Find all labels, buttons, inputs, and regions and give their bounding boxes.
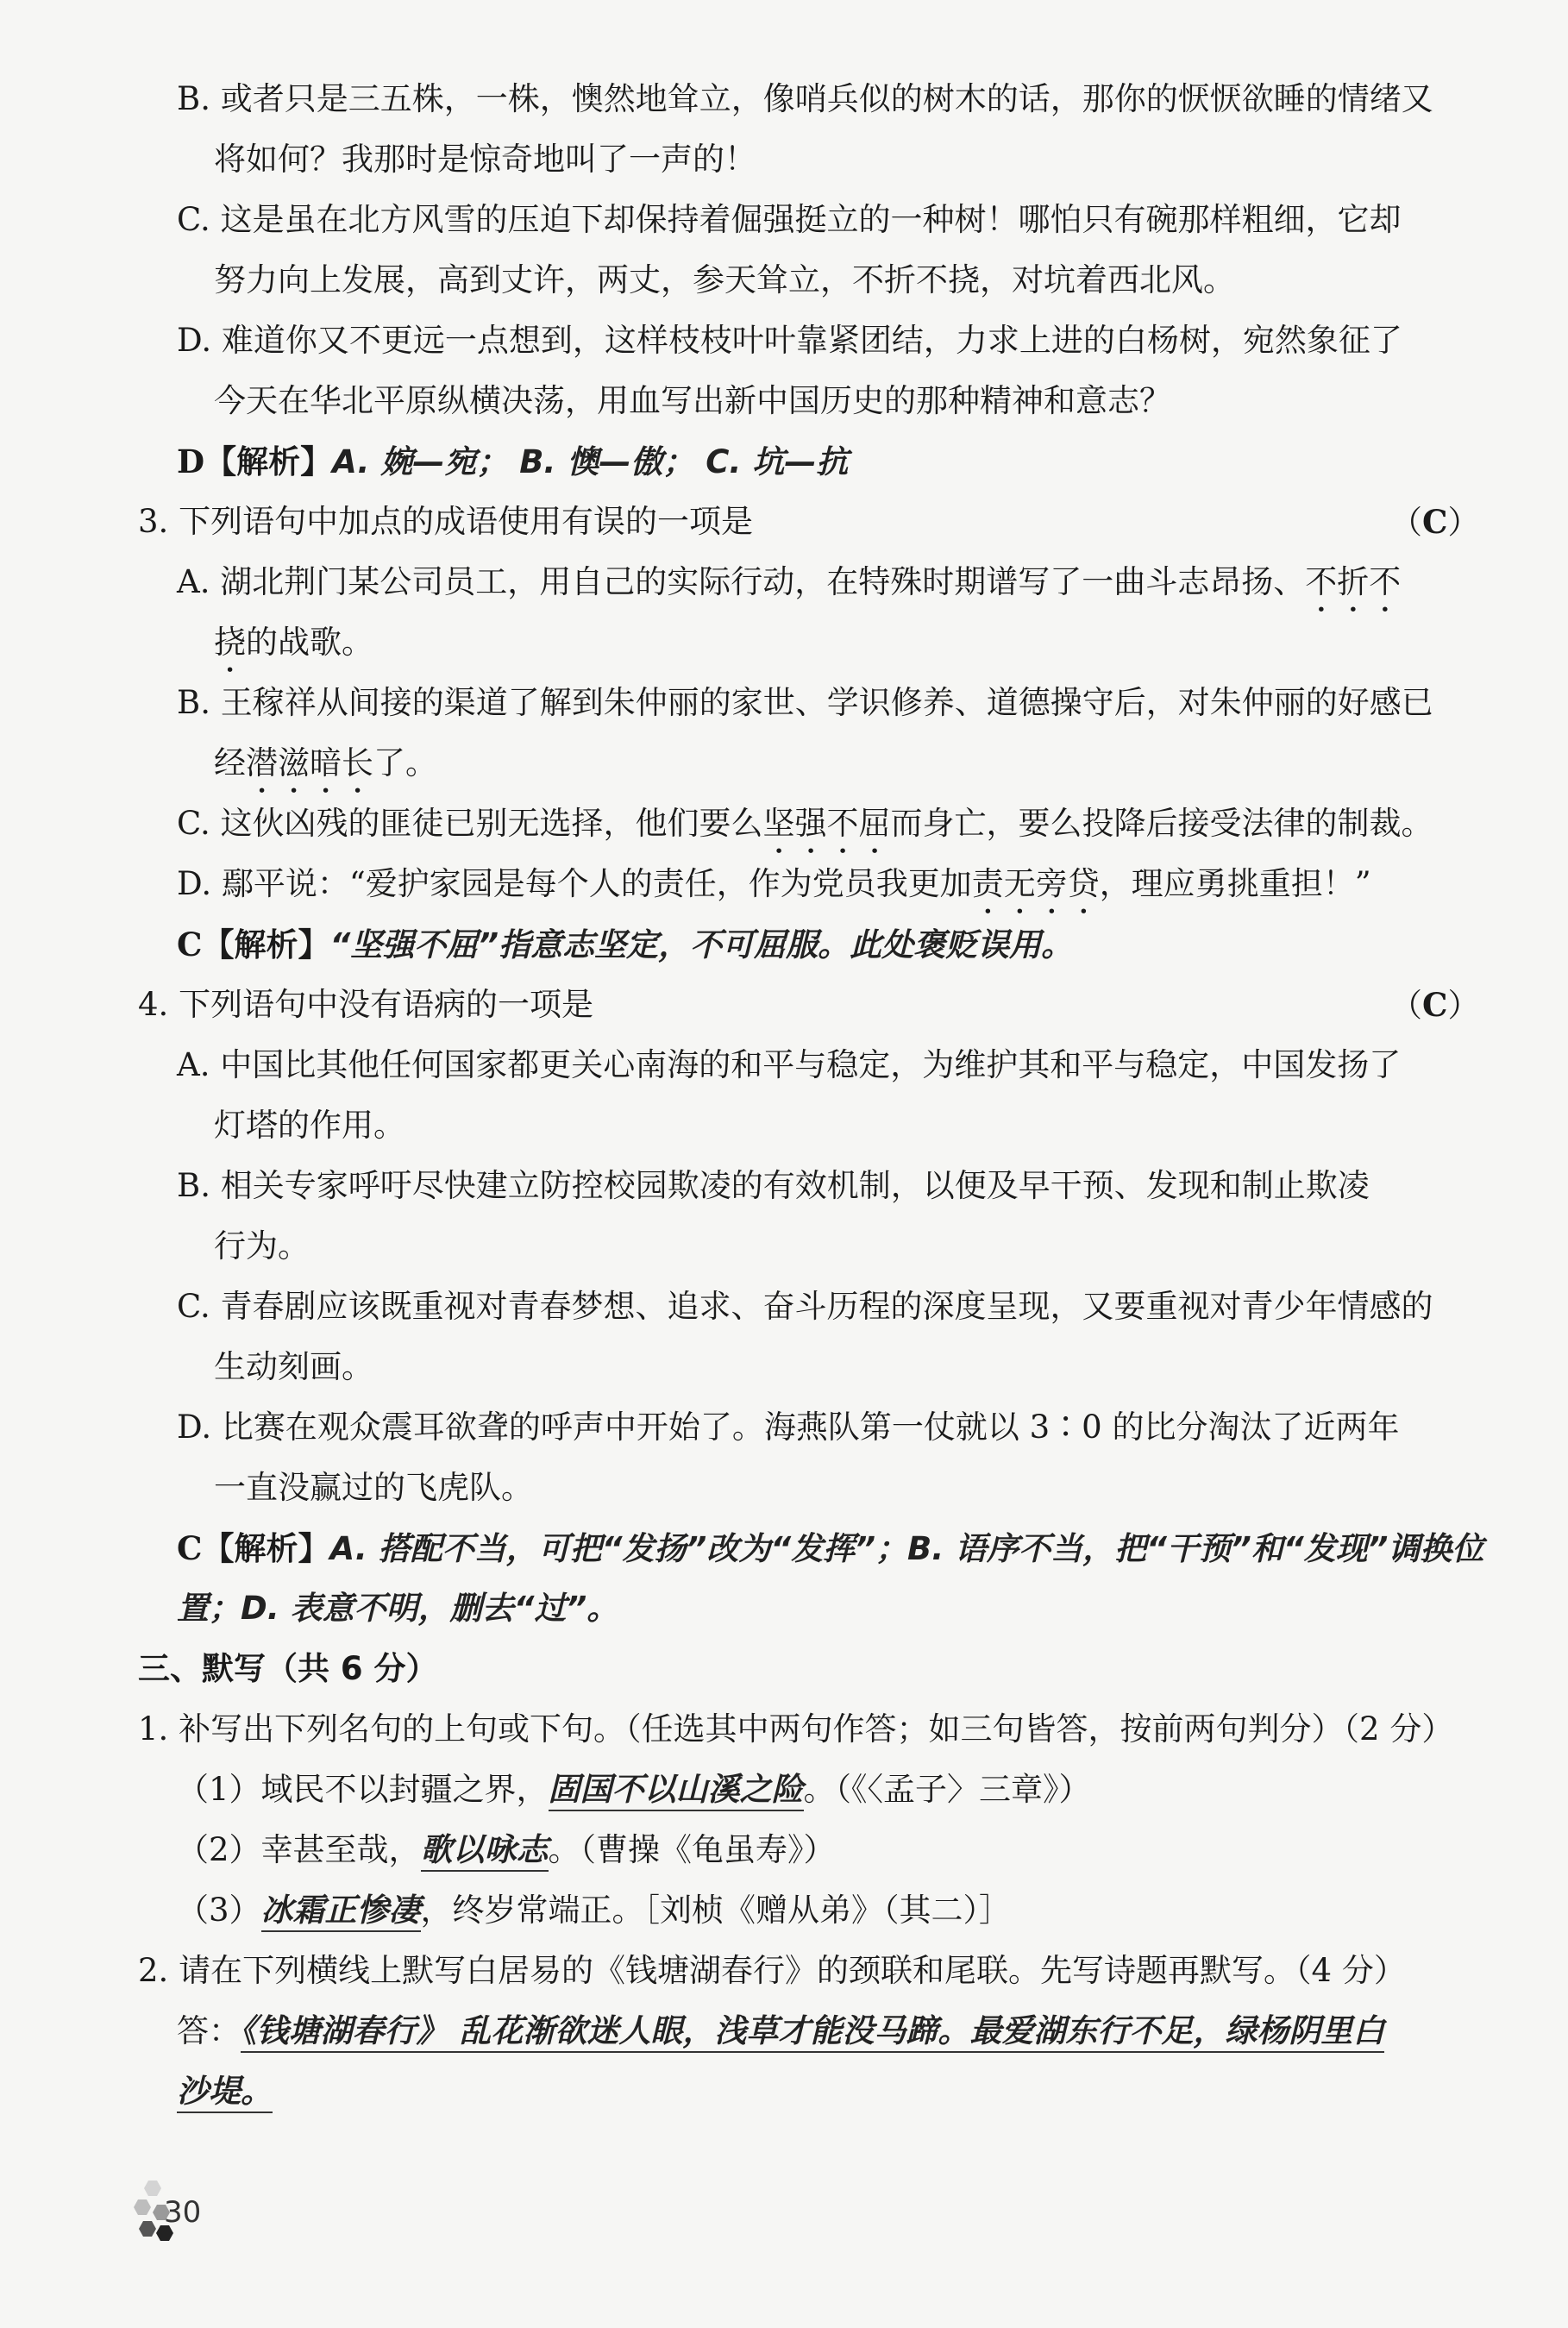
q4-option-d-line1: D. 比赛在观众震耳欲聋的呼声中开始了。海燕队第一仗就以 3∶0 的比分淘汰了近两年 bbox=[177, 1409, 1400, 1446]
fill-answer: 冰霜正惨凄 bbox=[261, 1892, 421, 1932]
q3-option-c: C. 这伙凶残的匪徒已别无选择，他们要么坚强不屈而身亡，要么投降后接受法律的制裁。 bbox=[177, 805, 1433, 842]
fill-answer: 歌以咏志 bbox=[421, 1831, 549, 1872]
s3-q1-3: （3）冰霜正惨凄，终岁常端正。［刘桢《赠从弟》（其二）］ bbox=[177, 1880, 1568, 1941]
q4-option-b-line1: B. 相关专家呼吁尽快建立防控校园欺凌的有效机制，以便及早干预、发现和制止欺凌 bbox=[177, 1167, 1370, 1204]
q2-option-b-line1: B. 或者只是三五株，一株，懊然地耸立，像哨兵似的树木的话，那你的恹恹欲睡的情绪又 bbox=[177, 80, 1433, 117]
s3-q2-answer-line2 bbox=[177, 2061, 1568, 2122]
q4-option-c-line2: 生动刻画。 bbox=[214, 1348, 373, 1385]
q2-option-d-line1: D. 难道你又不更远一点想到，这样枝枝叶叶靠紧团结，力求上进的白杨树，宛然象征了 bbox=[177, 322, 1402, 359]
analysis-label: C【解析】 bbox=[177, 926, 330, 963]
analysis-text: A. 搭配不当，可把“发扬”改为“发挥”；B. 语序不当，把“干预”和“发现”调换位 bbox=[329, 1530, 1484, 1567]
q2-option-d-line2: 今天在华北平原纵横决荡，用血写出新中国历史的那种精神和意志？ bbox=[214, 382, 1171, 419]
q4-option-a-line1: A. 中国比其他任何国家都更关心南海的和平与稳定，为维护其和平与稳定，中国发扬了 bbox=[177, 1046, 1402, 1083]
analysis-text: “坚强不屈”指意志坚定，不可屈服。此处褒贬误用。 bbox=[329, 926, 1074, 963]
s3-q1-stem: 1. 补写出下列名句的上句或下句。（任选其中两句作答；如三句皆答，按前两句判分）（2 分） bbox=[138, 1710, 1454, 1748]
analysis-label: C【解析】 bbox=[177, 1529, 330, 1567]
q3-analysis bbox=[177, 914, 1568, 975]
dotted-idiom: 责无旁贷 bbox=[971, 865, 1100, 902]
dotted-idiom: 不折不 bbox=[1305, 563, 1402, 600]
q3-option-d: D. 鄢平说：“爱护家园是每个人的责任，作为党员我更加责无旁贷，理应勇挑重担！” bbox=[177, 865, 1371, 902]
dotted-idiom: 潜滋暗长 bbox=[246, 744, 373, 781]
q2-option-b-line2: 将如何？我那时是惊奇地叫了一声的！ bbox=[214, 141, 756, 178]
q4-analysis-line2 bbox=[177, 1578, 1568, 1639]
q2-option-c-line1: C. 这是虽在北方风雪的压迫下却保持着倔强挺立的一种树！哪怕只有碗那样粗细，它却 bbox=[177, 201, 1402, 238]
q4-option-b-line2: 行为。 bbox=[214, 1227, 310, 1264]
q3-option-b-line1: B. 王稼祥从间接的渠道了解到朱仲丽的家世、学识修养、道德操守后，对朱仲丽的好感已 bbox=[177, 684, 1433, 721]
s3-q2-answer-line1: 答：《钱塘湖春行》 乱花渐欲迷人眼，浅草才能没马蹄。最爱湖东行不足，绿杨阴里白 bbox=[177, 2001, 1568, 2061]
page-number: 30 bbox=[164, 2195, 202, 2230]
q3-option-a-line2: 挠的战歌。 bbox=[214, 624, 373, 661]
s3-q1-2: （2）幸甚至哉，歌以咏志。（曹操《龟虽寿》） bbox=[177, 1820, 1568, 1880]
q4-stem: 4. 下列语句中没有语病的一项是 bbox=[138, 986, 594, 1023]
analysis-text: 置；D. 表意不明，删去“过”。 bbox=[177, 1590, 619, 1627]
s3-q1-1: （1）域民不以封疆之界，固国不以山溪之险。（《〈孟子〉三章》） bbox=[177, 1760, 1568, 1820]
dotted-idiom: 挠 bbox=[214, 624, 246, 661]
q4-analysis-line1 bbox=[177, 1518, 1568, 1578]
fill-answer: 固国不以山溪之险 bbox=[549, 1771, 804, 1811]
q3-stem: 3. 下列语句中加点的成语使用有误的一项是 bbox=[138, 503, 754, 540]
q4-answer-bracket: （C） bbox=[1390, 986, 1480, 1024]
analysis-label: D【解析】 bbox=[177, 442, 333, 480]
q4-answer: C bbox=[1422, 986, 1448, 1024]
q2-option-c-line2: 努力向上发展，高到丈许，两丈，参天耸立，不折不挠，对坑着西北风。 bbox=[214, 261, 1235, 298]
analysis-text: A. 婉—宛； B. 懊—傲； C. 坑—抗 bbox=[332, 443, 849, 480]
q4-option-c-line1: C. 青春剧应该既重视对青春梦想、追求、奋斗历程的深度呈现，又要重视对青少年情感的 bbox=[177, 1288, 1433, 1325]
q3-answer: C bbox=[1422, 503, 1448, 541]
section-title: 三、默写（共 6 分） bbox=[138, 1650, 438, 1687]
q4-option-a-line2: 灯塔的作用。 bbox=[214, 1107, 405, 1144]
s3-q2-stem: 2. 请在下列横线上默写白居易的《钱塘湖春行》的颈联和尾联。先写诗题再默写。（4 分） bbox=[138, 1952, 1406, 1989]
q3-option-b-line2: 经潜滋暗长了。 bbox=[214, 744, 437, 781]
q3-option-a-line1: A. 湖北荆门某公司员工，用自己的实际行动，在特殊时期谱写了一曲斗志昂扬、不折不 bbox=[177, 563, 1402, 600]
dotted-idiom: 坚强不屈 bbox=[762, 805, 891, 842]
q3-answer-bracket: （C） bbox=[1390, 503, 1480, 541]
fill-answer: 沙堤。 bbox=[177, 2073, 273, 2113]
q2-analysis bbox=[177, 431, 1568, 492]
q4-option-d-line2: 一直没赢过的飞虎队。 bbox=[214, 1469, 533, 1506]
fill-answer: 《钱塘湖春行》 乱花渐欲迷人眼，浅草才能没马蹄。最爱湖东行不足，绿杨阴里白 bbox=[241, 2012, 1384, 2053]
